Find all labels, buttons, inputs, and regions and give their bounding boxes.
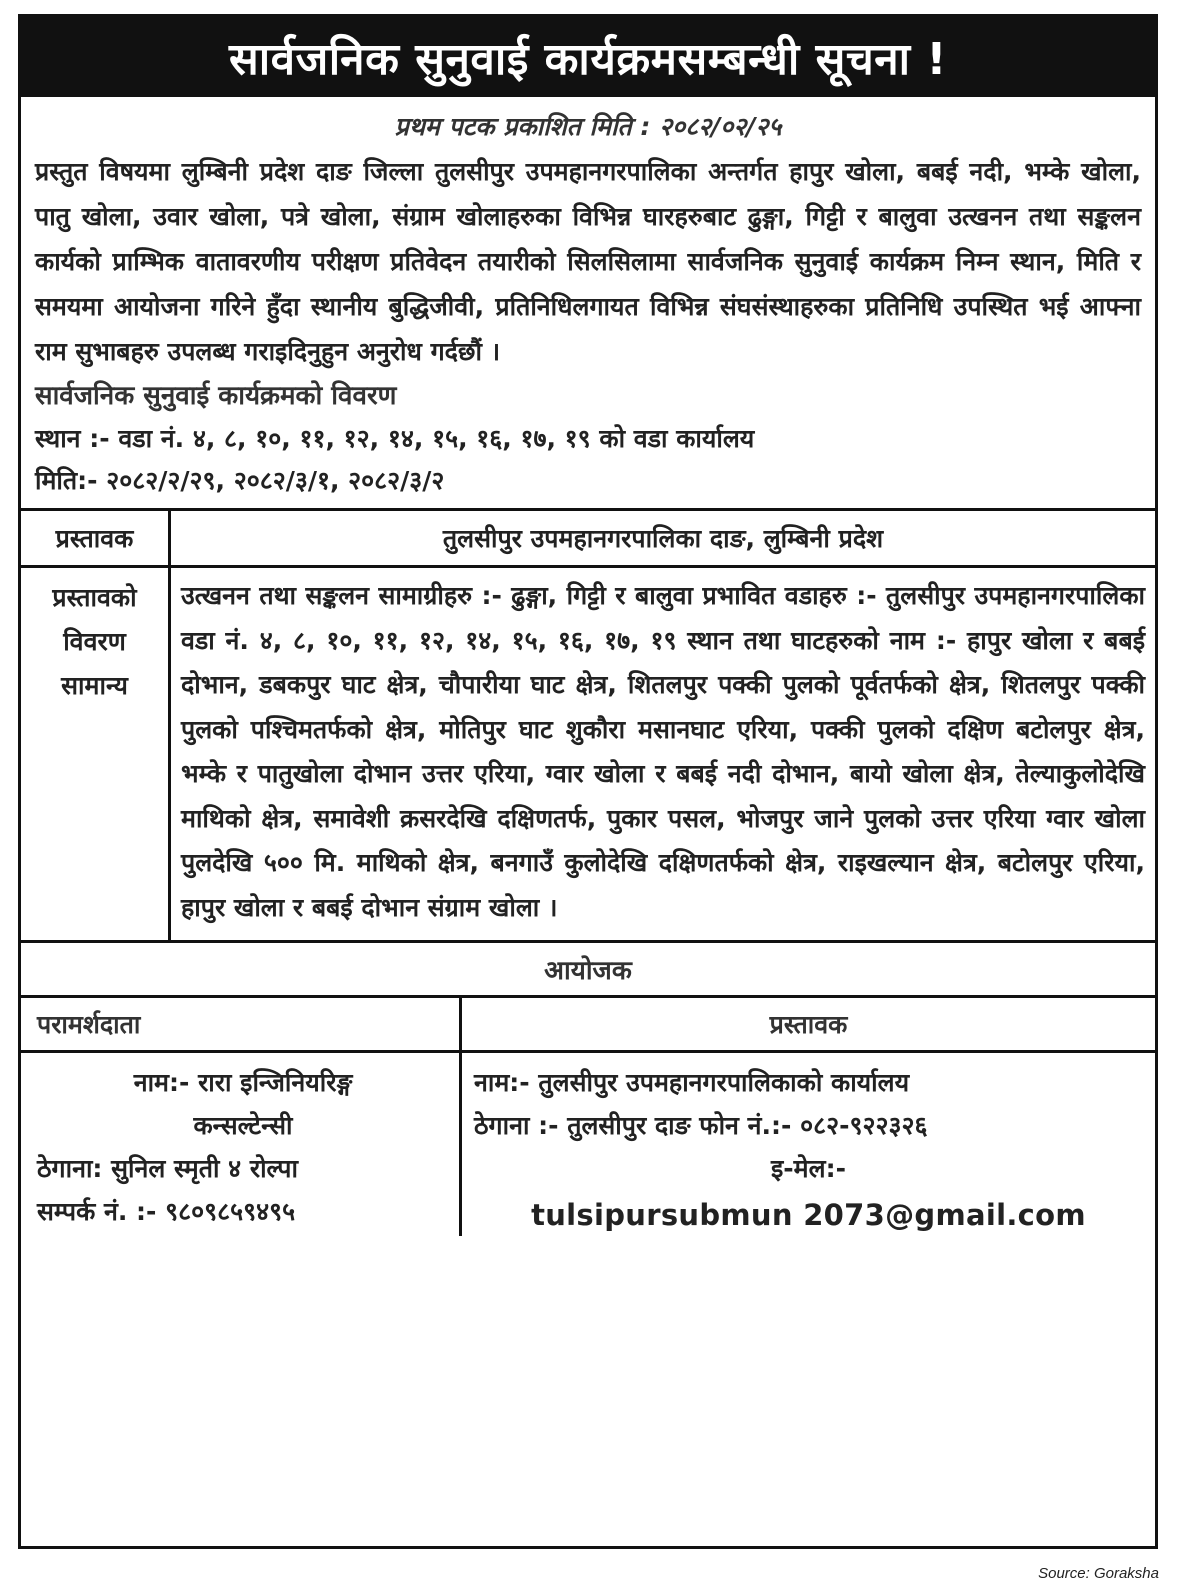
proposer-office-address: ठेगाना :- तुलसीपुर दाङ फोन नं.:- ०८२-९२२३२६	[474, 1111, 928, 1140]
consultant-box	[21, 998, 462, 1236]
email-address: tulsipursubmun 2073@gmail.com	[531, 1198, 1086, 1232]
consultant-contact: सम्पर्क नं. :- ९८०९८५९४९५	[37, 1197, 296, 1226]
consultant-name-cont: कन्सल्टेन्सी	[193, 1111, 293, 1140]
program-heading: सार्वजनिक सुनुवाई कार्यक्रमको विवरण	[35, 381, 397, 411]
dates-line: मिति:- २०८२/२/२९, २०८२/३/१, २०८२/३/२	[35, 466, 445, 495]
consultant-address: ठेगाना: सुनिल स्मृती ४ रोल्पा	[37, 1154, 298, 1183]
consultant-heading: परामर्शदाता	[21, 998, 459, 1053]
description-label-line3: सामान्य	[61, 671, 128, 700]
contacts-section	[21, 998, 1155, 1236]
consultant-name: नाम:- रारा इन्जिनियरिङ्ग	[133, 1068, 353, 1097]
description-row	[21, 568, 1155, 943]
proposer-box	[462, 998, 1155, 1236]
consultant-details	[21, 1053, 459, 1233]
proposer-label: प्रस्तावक	[21, 511, 171, 565]
publication-date: प्रथम पटक प्रकाशित मिति : २०८२/०२/२५	[394, 112, 782, 141]
proposer-box-details	[462, 1053, 1155, 1237]
proposer-box-heading: प्रस्तावक	[462, 998, 1155, 1053]
intro-paragraph: प्रस्तुत विषयमा लुम्बिनी प्रदेश दाङ जिल्ला तुलसीपुर उपमहानगरपालिका अन्तर्गत हापुर खोला, बबई नदी, भम्के खोला, पातु खोला, उवार खोला, पत्रे खोला, संग्राम खोलाहरुका विभिन्न घारहरुबाट ढुङ्गा, गिट्टी र बालुवा उत्खनन तथा सङ्कलन कार्यको प्राम्भिक वातावरणीय परीक्षण प्रतिवेदन तयारीको सिलसिलामा सार्वजनिक सुनुवाई कार्यक्रम निम्न स्थान, मिति र समयमा आयोजना गरिने हुँदा स्थानीय बुद्धिजीवी, प्रतिनिधिलगायत विभिन्न संघसंस्थाहरुका प्रतिनिधि उपस्थित भई आफ्ना राम सुभाबहरु उपलब्ध गराइदिनुहुन अनुरोध गर्दछौं ।	[35, 157, 1141, 366]
organizer-heading: आयोजक	[21, 943, 1155, 998]
proposer-row	[21, 511, 1155, 568]
source-credit: Source: Goraksha	[1038, 1565, 1159, 1582]
description-label-line1: प्रस्तावको	[52, 583, 137, 612]
notice-frame	[18, 14, 1158, 1549]
notice-title: सार्वजनिक सुनुवाई कार्यक्रमसम्बन्धी सूचना !	[21, 17, 1155, 97]
description-text: उत्खनन तथा सङ्कलन सामाग्रीहरु :- ढुङ्गा, गिट्टी र बालुवा प्रभावित वडाहरु :- तुलसीपुर उपमहानगरपालिका वडा नं. ४, ८, १०, ११, १२, १४, १५, १६, १७, १९ स्थान तथा घाटहरुको नाम :- हापुर खोला र बबई दोभान, डबकपुर घाट क्षेत्र, चौपारीया घाट क्षेत्र, शितलपुर पक्की पुलको पूर्वतर्फको क्षेत्र, शितलपुर पक्की पुलको पश्चिमतर्फको क्षेत्र, मोतिपुर घाट शुकौरा मसानघाट एरिया, पक्की पुलको दक्षिण बटोलपुर क्षेत्र, भम्के र पातुखोला दोभान उत्तर एरिया, ग्वार खोला र बबई नदी दोभान, बायो खोला क्षेत्र, तेल्याकुलोदेखि माथिको क्षेत्र, समावेशी क्रसरदेखि दक्षिणतर्फ, पुकार पसल, भोजपुर जाने पुलको उत्तर एरिया ग्वार खोला पुलदेखि ५०० मि. माथिको क्षेत्र, बनगाउँ कुलोदेखि दक्षिणतर्फको क्षेत्र, राइखल्यान क्षेत्र, बटोलपुर एरिया, हापुर खोला र बबई दोभान संग्राम खोला ।	[181, 581, 1145, 922]
email-label: इ-मेल:-	[771, 1154, 846, 1183]
intro-section	[21, 97, 1155, 502]
venue-line: स्थान :- वडा नं. ४, ८, १०, ११, १२, १४, १५, १६, १७, १९ को वडा कार्यालय	[35, 424, 755, 453]
proposer-value: तुलसीपुर उपमहानगरपालिका दाङ, लुम्बिनी प्रदेश	[442, 524, 884, 553]
description-label	[21, 568, 171, 940]
description-label-line2: विवरण	[63, 627, 126, 656]
proposer-office-name: नाम:- तुलसीपुर उपमहानगरपालिकाको कार्यालय	[474, 1068, 910, 1097]
